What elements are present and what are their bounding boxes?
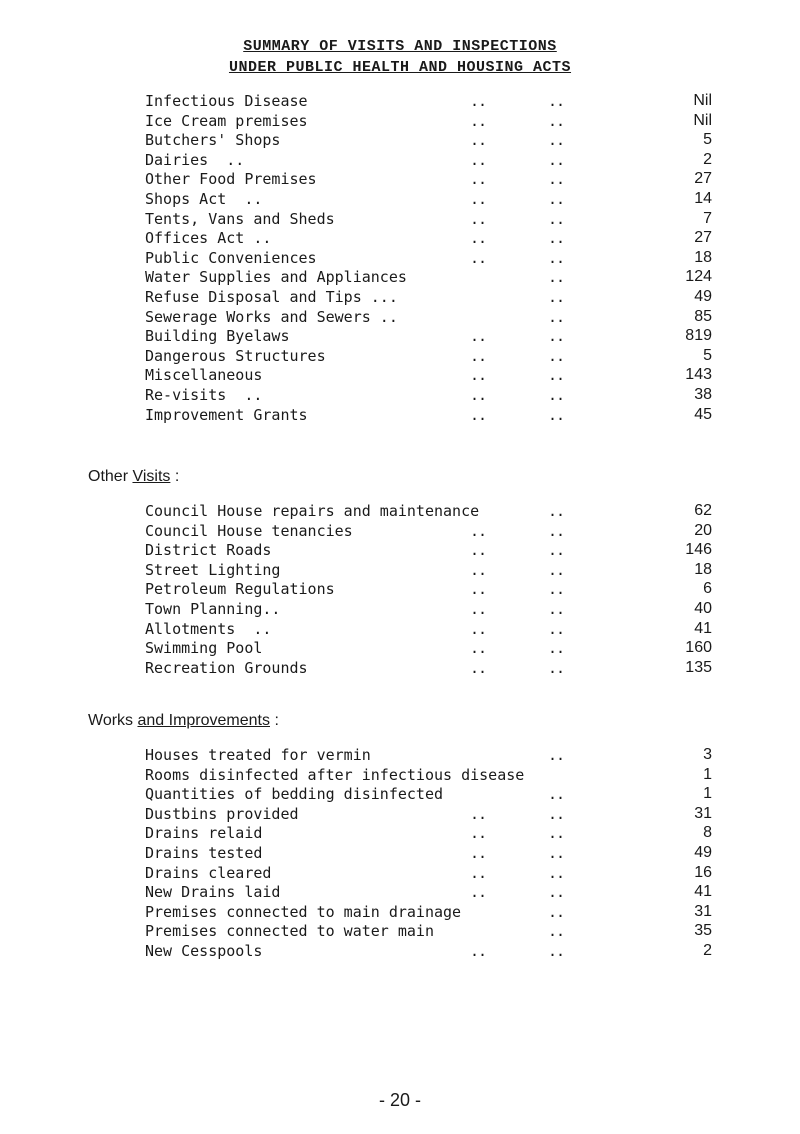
table-row [0, 522, 800, 542]
table-row [0, 386, 800, 406]
table-row [0, 824, 800, 844]
table-row [0, 112, 800, 132]
leader-dots: .. [470, 863, 487, 882]
leader-dots: .. [470, 150, 487, 169]
row-label: Offices Act .. [145, 229, 272, 248]
leader-dots: .. [548, 804, 565, 823]
leader-dots: .. [548, 405, 565, 424]
leader-dots: .. [470, 941, 487, 960]
row-value: 31 [694, 902, 712, 920]
row-label: Re-visits .. [145, 385, 263, 404]
leader-dots: .. [470, 560, 487, 579]
table-row [0, 864, 800, 884]
page-number: - 20 - [378, 1090, 421, 1110]
leader-dots: .. [548, 170, 565, 189]
row-value: 49 [694, 843, 712, 861]
row-value: 20 [694, 521, 712, 539]
leader-dots: .. [470, 229, 487, 248]
leader-dots: .. [548, 366, 565, 385]
row-value: 1 [703, 765, 712, 783]
leader-dots: .. [548, 287, 565, 306]
leader-dots: .. [470, 327, 487, 346]
table-row [0, 580, 800, 600]
row-value: 27 [694, 229, 712, 247]
leader-dots: .. [548, 131, 565, 150]
leader-dots: .. [548, 902, 565, 921]
leader-dots: .. [548, 619, 565, 638]
heading-underlined: Visits [132, 468, 171, 485]
row-label: Ice Cream premises [145, 111, 308, 130]
row-label: Dangerous Structures [145, 346, 326, 365]
row-value: Nil [693, 92, 712, 109]
row-label: Petroleum Regulations [145, 580, 335, 599]
leader-dots: .. [548, 746, 565, 764]
leader-dots: .. [548, 843, 565, 862]
row-label: Premises connected to main drainage [145, 902, 462, 921]
table-row [0, 288, 800, 308]
leader-dots: .. [470, 843, 487, 862]
table-row [0, 785, 800, 805]
table-row [0, 249, 800, 269]
row-label: Allotments .. [145, 619, 272, 638]
leader-dots: .. [470, 248, 487, 267]
title-line-1: SUMMARY OF VISITS AND INSPECTIONS [243, 38, 557, 55]
leader-dots: .. [470, 599, 487, 618]
leader-dots: .. [548, 209, 565, 228]
row-label: Miscellaneous [145, 366, 263, 385]
table-row [0, 151, 800, 171]
leader-dots: .. [470, 619, 487, 638]
row-value: 3 [703, 746, 712, 763]
leader-dots: .. [548, 580, 565, 599]
table-row [0, 210, 800, 230]
title-line-2: UNDER PUBLIC HEALTH AND HOUSING ACTS [228, 59, 572, 76]
leader-dots: .. [548, 92, 565, 110]
row-value: 49 [694, 287, 712, 305]
table-row [0, 922, 800, 942]
row-label: Shops Act .. [145, 189, 263, 208]
leader-dots: .. [548, 639, 565, 658]
leader-dots: .. [470, 346, 487, 365]
row-value: 124 [685, 268, 712, 286]
row-value: 135 [685, 658, 712, 676]
inspection-rows [0, 92, 800, 425]
row-value: 18 [694, 248, 712, 266]
leader-dots: .. [548, 307, 565, 326]
row-label: Infectious Disease [145, 92, 308, 110]
row-value: 7 [703, 209, 712, 227]
leader-dots: .. [470, 131, 487, 150]
row-label: Rooms disinfected after infectious disease [145, 765, 525, 784]
row-value: 62 [694, 502, 712, 519]
table-row [0, 347, 800, 367]
section-heading [88, 712, 279, 730]
heading-prefix: Other [88, 468, 133, 485]
row-label: New Cesspools [145, 941, 263, 960]
row-label: District Roads [145, 541, 272, 560]
table-row [0, 746, 800, 766]
table-row [0, 942, 800, 962]
leader-dots: .. [548, 824, 565, 843]
leader-dots: .. [548, 248, 565, 267]
section-heading [88, 468, 179, 486]
leader-dots: .. [470, 883, 487, 902]
table-row [0, 308, 800, 328]
table-row [0, 639, 800, 659]
row-value: 27 [694, 170, 712, 188]
row-value: Nil [693, 111, 712, 129]
leader-dots: .. [470, 824, 487, 843]
row-value: 1 [703, 785, 712, 803]
row-value: 5 [703, 346, 712, 364]
row-value: 35 [694, 922, 712, 940]
row-label: Recreation Grounds [145, 658, 308, 677]
row-value: 41 [694, 619, 712, 637]
row-label: Town Planning.. [145, 599, 281, 618]
leader-dots: .. [470, 170, 487, 189]
leader-dots: .. [548, 150, 565, 169]
row-label: New Drains laid [145, 883, 281, 902]
row-value: 31 [694, 804, 712, 822]
row-label: Water Supplies and Appliances [145, 268, 407, 287]
leader-dots: .. [470, 521, 487, 540]
table-row [0, 903, 800, 923]
leader-dots: .. [470, 405, 487, 424]
row-label: Public Conveniences [145, 248, 317, 267]
row-label: Council House repairs and maintenance [145, 502, 480, 520]
row-value: 2 [703, 150, 712, 168]
row-label: Dairies .. [145, 150, 245, 169]
heading-suffix: : [270, 712, 279, 729]
leader-dots: .. [548, 560, 565, 579]
leader-dots: .. [548, 863, 565, 882]
row-label: Drains tested [145, 843, 263, 862]
row-label: Tents, Vans and Sheds [145, 209, 335, 228]
leader-dots: .. [470, 541, 487, 560]
row-value: 85 [694, 307, 712, 325]
row-value: 146 [685, 541, 712, 559]
row-label: Drains relaid [145, 824, 263, 843]
row-value: 6 [703, 580, 712, 598]
row-value: 2 [703, 941, 712, 959]
row-value: 18 [694, 560, 712, 578]
table-row [0, 844, 800, 864]
leader-dots: .. [470, 111, 487, 130]
row-value: 819 [685, 327, 712, 345]
leader-dots: .. [470, 804, 487, 823]
leader-dots: .. [548, 229, 565, 248]
row-label: Butchers' Shops [145, 131, 281, 150]
row-value: 8 [703, 824, 712, 842]
row-value: 45 [694, 405, 712, 423]
row-label: Sewerage Works and Sewers .. [145, 307, 398, 326]
leader-dots: .. [548, 346, 565, 365]
leader-dots: .. [470, 209, 487, 228]
row-label: Drains cleared [145, 863, 272, 882]
row-value: 160 [685, 639, 712, 657]
leader-dots: .. [548, 327, 565, 346]
table-row [0, 268, 800, 288]
table-row [0, 659, 800, 679]
heading-prefix: Works [88, 712, 138, 729]
leader-dots: .. [470, 92, 487, 110]
leader-dots: .. [548, 521, 565, 540]
row-value: 14 [694, 189, 712, 207]
leader-dots: .. [548, 268, 565, 287]
heading-suffix: : [170, 468, 180, 485]
table-row [0, 366, 800, 386]
leader-dots: .. [470, 658, 487, 677]
table-row [0, 406, 800, 426]
row-label: Council House tenancies [145, 521, 353, 540]
leader-dots: .. [548, 922, 565, 941]
leader-dots: .. [470, 366, 487, 385]
leader-dots: .. [548, 541, 565, 560]
leader-dots: .. [548, 599, 565, 618]
table-row [0, 327, 800, 347]
row-label: Refuse Disposal and Tips ... [145, 287, 398, 306]
row-label: Other Food Premises [145, 170, 317, 189]
table-row [0, 131, 800, 151]
table-row [0, 170, 800, 190]
leader-dots: .. [548, 111, 565, 130]
leader-dots: .. [470, 189, 487, 208]
row-label: Dustbins provided [145, 804, 299, 823]
works-rows [0, 746, 800, 962]
heading-underlined: and Improvements [137, 712, 270, 729]
table-row [0, 502, 800, 522]
leader-dots: .. [548, 189, 565, 208]
row-label: Improvement Grants [145, 405, 308, 424]
row-value: 41 [694, 883, 712, 901]
row-label: Swimming Pool [145, 639, 263, 658]
row-value: 40 [694, 599, 712, 617]
leader-dots: .. [470, 639, 487, 658]
table-row [0, 541, 800, 561]
table-row [0, 229, 800, 249]
leader-dots: .. [548, 385, 565, 404]
table-row [0, 561, 800, 581]
table-row [0, 805, 800, 825]
table-row [0, 92, 800, 112]
row-label: Building Byelaws [145, 327, 290, 346]
table-row [0, 620, 800, 640]
table-row [0, 190, 800, 210]
row-label: Street Lighting [145, 560, 281, 579]
leader-dots: .. [548, 883, 565, 902]
row-value: 143 [685, 366, 712, 384]
table-row [0, 883, 800, 903]
row-label: Houses treated for vermin [145, 746, 371, 764]
leader-dots: .. [548, 785, 565, 804]
leader-dots: .. [548, 658, 565, 677]
row-label: Quantities of bedding disinfected [145, 785, 444, 804]
row-value: 38 [694, 385, 712, 403]
other-visit-rows [0, 502, 800, 678]
table-row [0, 766, 800, 786]
leader-dots: .. [548, 941, 565, 960]
row-value: 5 [703, 131, 712, 149]
table-row [0, 600, 800, 620]
row-value: 16 [694, 863, 712, 881]
leader-dots: .. [548, 502, 565, 520]
leader-dots: .. [470, 385, 487, 404]
row-label: Premises connected to water main [145, 922, 434, 941]
leader-dots: .. [470, 580, 487, 599]
